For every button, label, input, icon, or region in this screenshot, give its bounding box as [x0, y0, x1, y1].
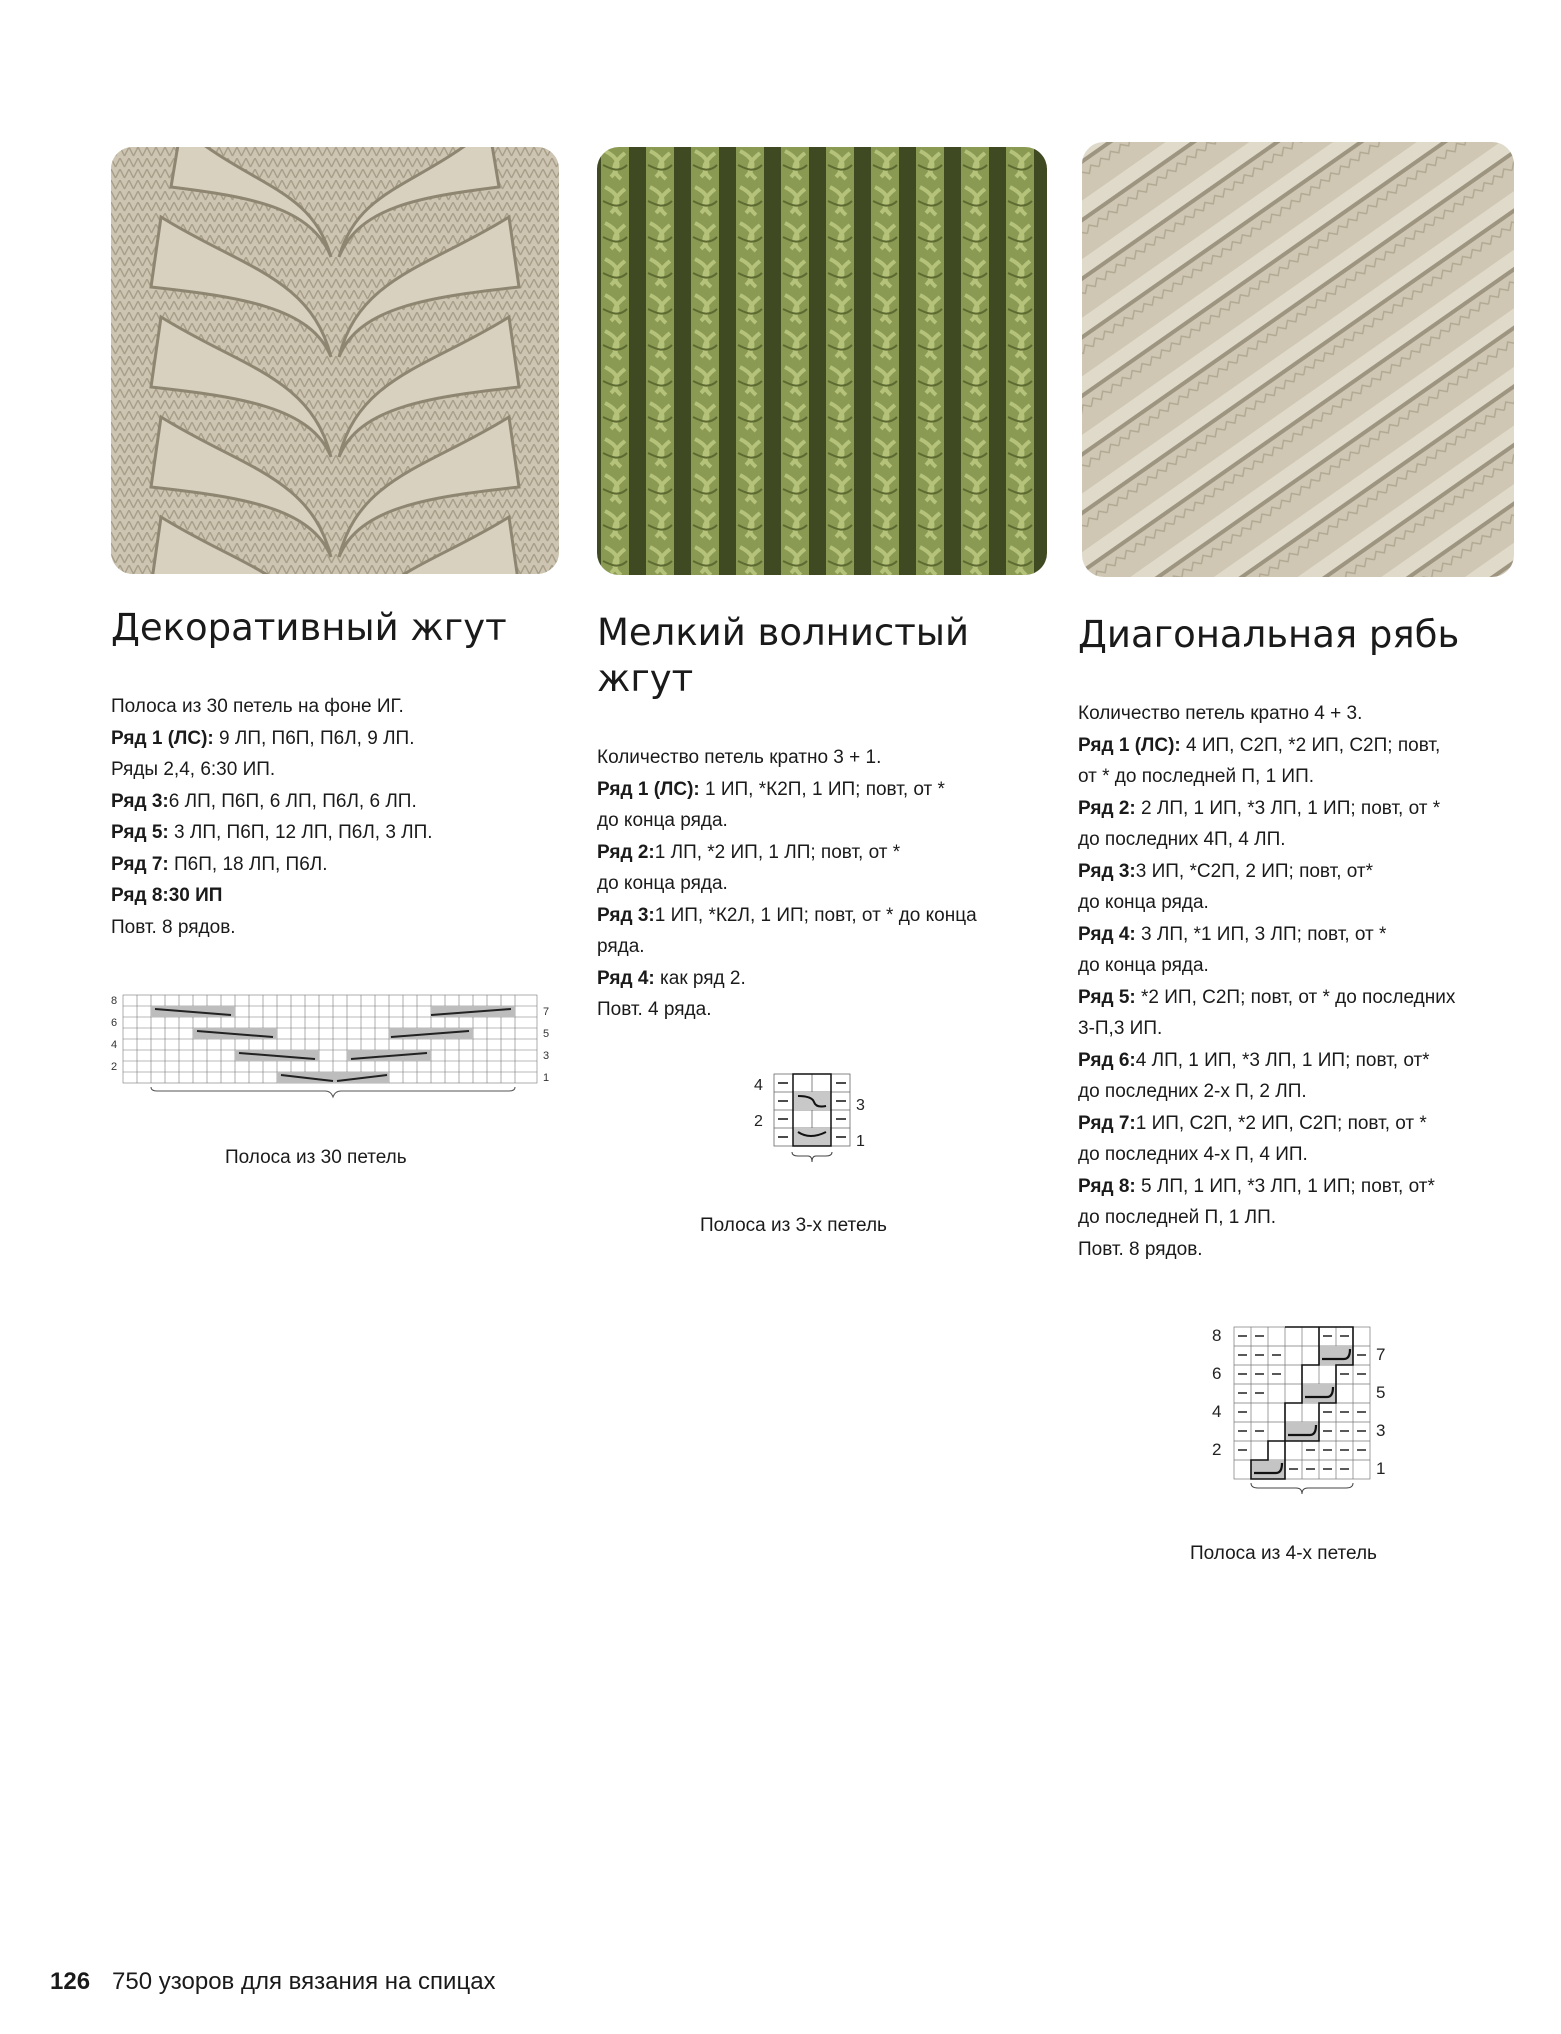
instruction-line: Ряд 1 (ЛС): 4 ИП, С2П, *2 ИП, С2П; повт, — [1078, 734, 1441, 756]
instruction-line: Ряд 4: как ряд 2. — [597, 967, 746, 989]
instruction-line: до последних 4П, 4 ЛП. — [1078, 829, 1286, 850]
instruction-line: Ряд 2:1 ЛП, *2 ИП, 1 ЛП; повт, от * — [597, 841, 901, 863]
row-label: 1 — [1376, 1459, 1386, 1478]
instruction-line: Ряд 6:4 ЛП, 1 ИП, *3 ЛП, 1 ИП; повт, от* — [1078, 1049, 1430, 1071]
instruction-line: Ряд 7: П6П, 18 ЛП, П6Л. — [111, 853, 328, 875]
instruction-line: Ряд 3:6 ЛП, П6П, 6 ЛП, П6Л, 6 ЛП. — [111, 790, 417, 812]
instruction-line: Ряд 7:1 ИП, С2П, *2 ИП, С2П; повт, от * — [1078, 1112, 1427, 1134]
chart-caption: Полоса из 30 петель — [225, 1147, 407, 1168]
swatch-photo-small-wavy-cable — [597, 147, 1047, 575]
knitting-chart-wavy-cable — [752, 1072, 872, 1172]
instruction-line: Ряд 8:30 ИП — [111, 885, 223, 906]
row-label: 8 — [111, 995, 118, 1007]
row-label: 3 — [543, 1050, 550, 1062]
pattern-small-wavy-cable — [597, 610, 1057, 1026]
instruction-line: до конца ряда. — [597, 873, 728, 894]
instruction-line: до конца ряда. — [1078, 955, 1209, 976]
instruction-line: Количество петель кратно 3 + 1. — [597, 747, 882, 768]
instruction-line: до последних 4-х П, 4 ИП. — [1078, 1144, 1308, 1165]
instruction-line: до конца ряда. — [1078, 892, 1209, 913]
row-label: 4 — [1212, 1402, 1222, 1421]
row-label: 2 — [754, 1113, 763, 1130]
instruction-line: Ряд 1 (ЛС): 9 ЛП, П6П, П6Л, 9 ЛП. — [111, 727, 415, 749]
instruction-line: Ряд 3:1 ИП, *К2Л, 1 ИП; повт, от * до конца — [597, 904, 977, 926]
instruction-line: Полоса из 30 петель на фоне ИГ. — [111, 696, 404, 717]
row-label: 3 — [1376, 1421, 1386, 1440]
instructions — [597, 742, 1057, 1026]
chart-caption: Полоса из 4-х петель — [1190, 1543, 1377, 1564]
row-label: 4 — [111, 1039, 118, 1051]
instruction-line: до последних 2-х П, 2 ЛП. — [1078, 1081, 1307, 1102]
knitting-chart-diagonal-ripple — [1210, 1325, 1395, 1495]
chart-caption: Полоса из 3-х петель — [700, 1215, 887, 1236]
row-label: 1 — [856, 1133, 865, 1150]
knitting-chart-decorative-cable — [111, 993, 561, 1103]
row-label: 7 — [1376, 1345, 1386, 1364]
instruction-line: Количество петель кратно 4 + 3. — [1078, 703, 1363, 724]
instruction-line: Ряд 4: 3 ЛП, *1 ИП, 3 ЛП; повт, от * — [1078, 923, 1387, 945]
row-label: 3 — [856, 1097, 865, 1114]
instruction-line: до конца ряда. — [597, 810, 728, 831]
row-label: 6 — [111, 1017, 118, 1029]
instruction-line: Повт. 8 рядов. — [1078, 1238, 1203, 1260]
row-label: 1 — [543, 1072, 550, 1084]
pattern-diagonal-ripple — [1078, 612, 1538, 1265]
swatch-photo-diagonal-ripple — [1082, 142, 1514, 577]
instruction-line: Ряд 2: 2 ЛП, 1 ИП, *3 ЛП, 1 ИП; повт, от * — [1078, 797, 1441, 819]
row-label: 2 — [111, 1061, 118, 1073]
pattern-decorative-cable — [111, 605, 581, 943]
instruction-line: 3-П,3 ИП. — [1078, 1018, 1163, 1039]
instruction-line: ряда. — [597, 936, 645, 957]
row-label: 6 — [1212, 1364, 1222, 1383]
instruction-line: Ряд 5: *2 ИП, С2П; повт, от * до последних — [1078, 986, 1456, 1008]
page-footer — [50, 1968, 496, 1996]
page-number: 126 — [50, 1968, 91, 1995]
instruction-line: Ряд 3:3 ИП, *С2П, 2 ИП; повт, от* — [1078, 860, 1374, 882]
instruction-line: Ряд 8: 5 ЛП, 1 ИП, *3 ЛП, 1 ИП; повт, от* — [1078, 1175, 1435, 1197]
row-label: 2 — [1212, 1440, 1222, 1459]
instruction-line: до последней П, 1 ЛП. — [1078, 1207, 1277, 1228]
book-title: 750 узоров для вязания на спицах — [112, 1968, 496, 1995]
instruction-line: Повт. 8 рядов. — [111, 916, 236, 938]
instructions — [111, 691, 581, 943]
pattern-title: Диагональная рябь — [1078, 613, 1460, 656]
instruction-line: от * до последней П, 1 ИП. — [1078, 766, 1315, 787]
pattern-title: Декоративный жгут — [111, 606, 507, 649]
row-label: 7 — [543, 1006, 550, 1018]
instruction-line: Ряд 5: 3 ЛП, П6П, 12 ЛП, П6Л, 3 ЛП. — [111, 822, 433, 843]
instruction-line: Повт. 4 ряда. — [597, 999, 712, 1020]
swatch-photo-decorative-cable — [111, 147, 559, 574]
row-label: 8 — [1212, 1326, 1222, 1345]
pattern-title: Мелкий волнистый жгут — [597, 611, 970, 700]
row-label: 5 — [1376, 1383, 1386, 1402]
instructions — [1078, 698, 1538, 1265]
instruction-line: Ряд 1 (ЛС): 1 ИП, *К2П, 1 ИП; повт, от * — [597, 778, 945, 800]
row-label: 5 — [543, 1028, 550, 1040]
instruction-line: Ряды 2,4, 6:30 ИП. — [111, 759, 276, 780]
row-label: 4 — [754, 1077, 763, 1094]
